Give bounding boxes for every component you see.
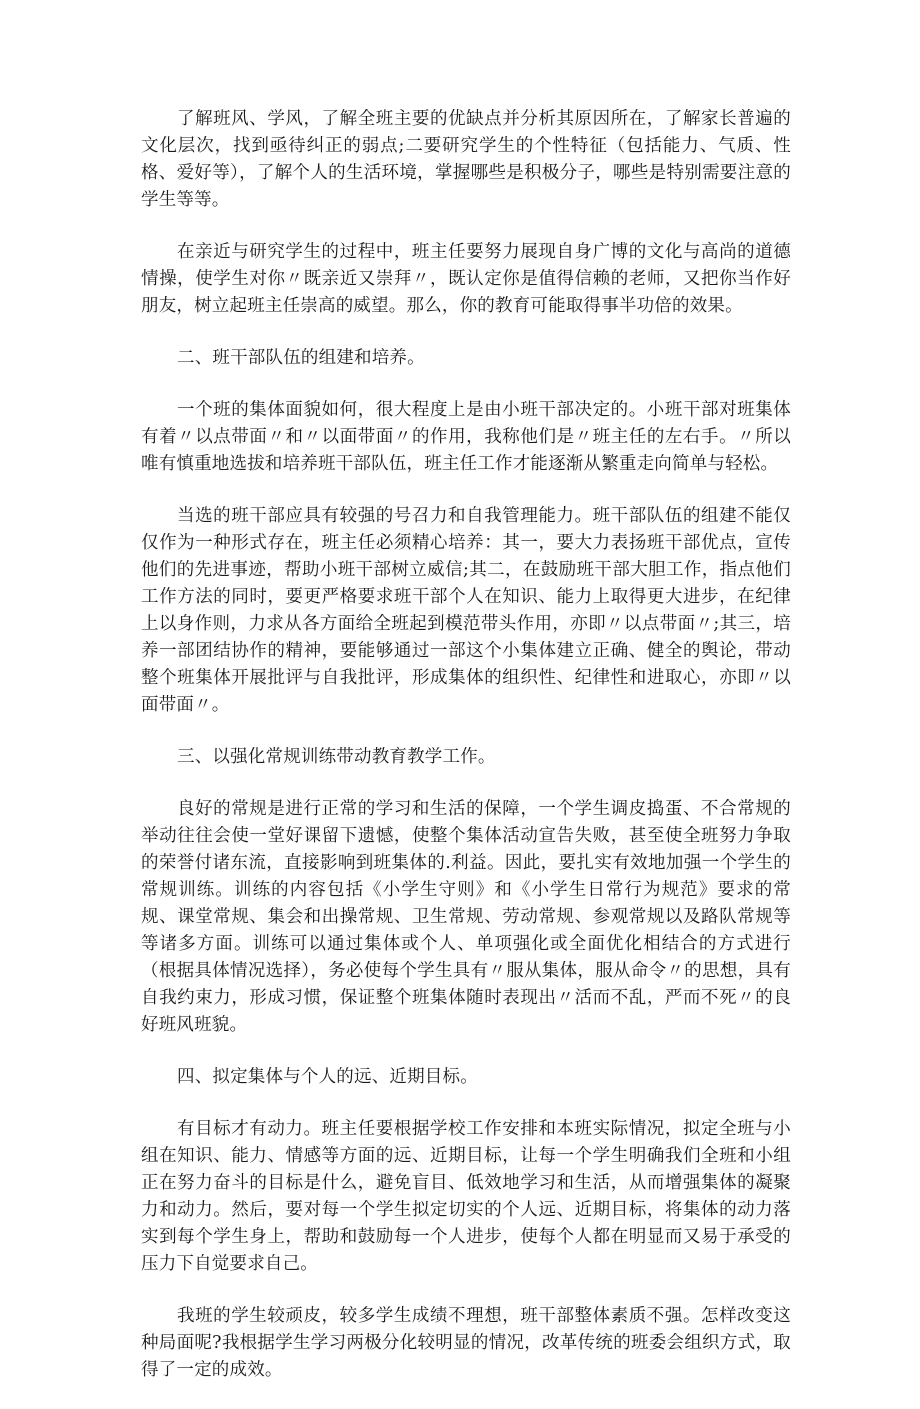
section-heading-3: 三、以强化常规训练带动教育教学工作。: [177, 747, 496, 767]
paragraph-cadres-training: 当选的班干部应具有较强的号召力和自我管理能力。班干部队伍的组建不能仅仅作为一种形式存在，班主任必须精心培养：其一，要大力表扬班干部优点，宣传他们的先进事迹，帮助小班干部树立威信;其二，在鼓励班干部大胆工作，指点他们工作方法的同时，要更严格要求班干部个人在知识、能力上取得更大进步，在纪律上以身作则，力求从各方面给全班起到模范带头作用，亦即〃以点带面〃;其三，培养一部团结协作的精神，要能够通过一部这个小集体建立正确、健全的舆论，带动整个班集体开展批评与自我批评，形成集体的组织性、纪律性和进取心，亦即〃以面带面〃。: [141, 506, 791, 715]
document-body: [141, 106, 791, 1409]
paragraph-routine-training: 良好的常规是进行正常的学习和生活的保障，一个学生调皮捣蛋、不合常规的举动往往会使一堂好课留下遗憾，使整个集体活动宣告失败，甚至使全班努力争取的荣誉付诸东流，直接影响到班集体的.利益。因此，要扎实有效地加强一个学生的常规训练。训练的内容包括《小学生守则》和《小学生日常行为规范》要求的常规、课堂常规、集会和出操常规、卫生常规、劳动常规、参观常规以及路队常规等等诸多方面。训练可以通过集体或个人、单项强化或全面优化相结合的方式进行（根据具体情况选择），务必使每个学生具有〃服从集体，服从命令〃的思想，具有自我约束力，形成习惯，保证整个班集体随时表现出〃活而不乱，严而不死〃的良好班风班貌。: [141, 799, 791, 1035]
paragraph-goals: 有目标才有动力。班主任要根据学校工作安排和本班实际情况，拟定全班与小组在知识、能力、情感等方面的远、近期目标，让每一个学生明确我们全班和小组正在努力奋斗的目标是什么，避免盲目、低效地学习和生活，从而增强集体的凝聚力和动力。然后，要对每一个学生拟定切实的个人远、近期目标，将集体的动力落实到每个学生身上，帮助和鼓励每一个人进步，使每个人都在明显而又易于承受的压力下自觉要求自己。: [141, 1119, 791, 1274]
paragraph-understand-class: 了解班风、学风，了解全班主要的优缺点并分析其原因所在，了解家长普遍的文化层次，找到亟待纠正的弱点;二要研究学生的个性特征（包括能力、气质、性格、爱好等），了解个人的生活环境，掌握哪些是积极分子，哪些是特别需要注意的学生等等。: [141, 109, 791, 210]
paragraph-class-cadres-role: 一个班的集体面貌如何，很大程度上是由小班干部决定的。小班干部对班集体有着〃以点带面〃和〃以面带面〃的作用，我称他们是〃班主任的左右手。〃所以唯有慎重地选拔和培养班干部队伍，班主任工作才能逐渐从繁重走向简单与轻松。: [141, 400, 791, 474]
paragraph-close-to-students: 在亲近与研究学生的过程中，班主任要努力展现自身广博的文化与高尚的道德情操，使学生对你〃既亲近又崇拜〃，既认定你是值得信赖的老师，又把你当作好朋友，树立起班主任崇高的威望。那么，你的教育可能取得事半功倍的效果。: [141, 242, 791, 316]
paragraph-my-class: 我班的学生较顽皮，较多学生成绩不理想，班干部整体素质不强。怎样改变这种局面呢?我根据学生学习两极分化较明显的情况，改革传统的班委会组织方式，取得了一定的成效。: [141, 1306, 791, 1380]
section-heading-2: 二、班干部队伍的组建和培养。: [177, 348, 425, 368]
section-heading-4: 四、拟定集体与个人的远、近期目标。: [177, 1067, 478, 1087]
